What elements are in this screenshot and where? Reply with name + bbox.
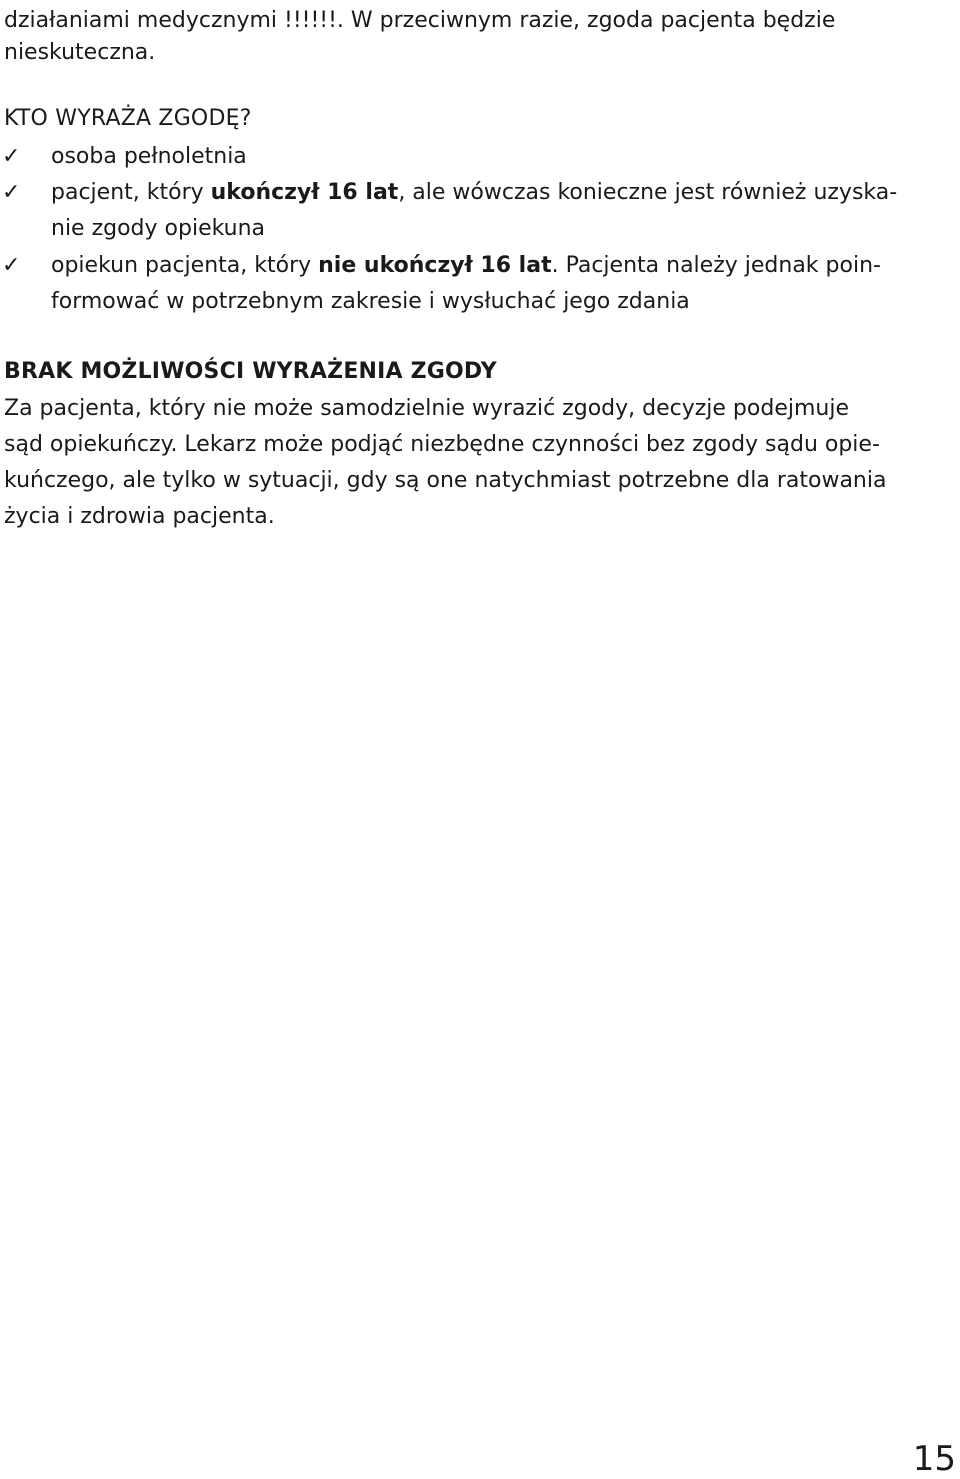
check-mark-icon: ✓ (2, 180, 21, 205)
paragraph-line: sąd opiekuńczy. Lekarz może podjąć niezbędne czynności bez zgody sądu opie- (4, 432, 880, 457)
list-item (51, 178, 897, 208)
check-mark-icon: ✓ (2, 144, 21, 169)
list-item-emphasis: ukończył 16 lat (210, 180, 399, 205)
list-item-emphasis: nie ukończył 16 lat (318, 253, 552, 278)
list-item-continuation: formować w potrzebnym zakresie i wysłuchać jego zdania (51, 289, 690, 314)
paragraph-line: życia i zdrowia pacjenta. (4, 504, 275, 529)
intro-line-1: działaniami medycznymi !!!!!!. W przeciwnym razie, zgoda pacjenta będzie (4, 8, 836, 33)
list-item-text: pacjent, który (51, 180, 211, 205)
list-item-text: , ale wówczas konieczne jest również uzyska- (398, 180, 898, 205)
check-mark-icon: ✓ (2, 253, 21, 278)
list-item-continuation: nie zgody opiekuna (51, 216, 266, 241)
list-item-text: opiekun pacjenta, który (51, 253, 319, 278)
no-consent-heading: BRAK MOŻLIWOŚCI WYRAŻENIA ZGODY (4, 359, 497, 384)
who-consents-heading: KTO WYRAŻA ZGODĘ? (4, 106, 252, 131)
paragraph-line: Za pacjenta, który nie może samodzielnie wyrazić zgody, decyzje podejmuje (4, 396, 849, 421)
list-item: osoba pełnoletnia (51, 144, 247, 169)
list-item (51, 251, 881, 281)
paragraph-line: kuńczego, ale tylko w sytuacji, gdy są one natychmiast potrzebne dla ratowania (4, 468, 887, 493)
intro-line-2: nieskuteczna. (4, 40, 156, 65)
list-item-text: . Pacjenta należy jednak poin- (551, 253, 881, 278)
page-number: 15 (912, 1439, 956, 1479)
